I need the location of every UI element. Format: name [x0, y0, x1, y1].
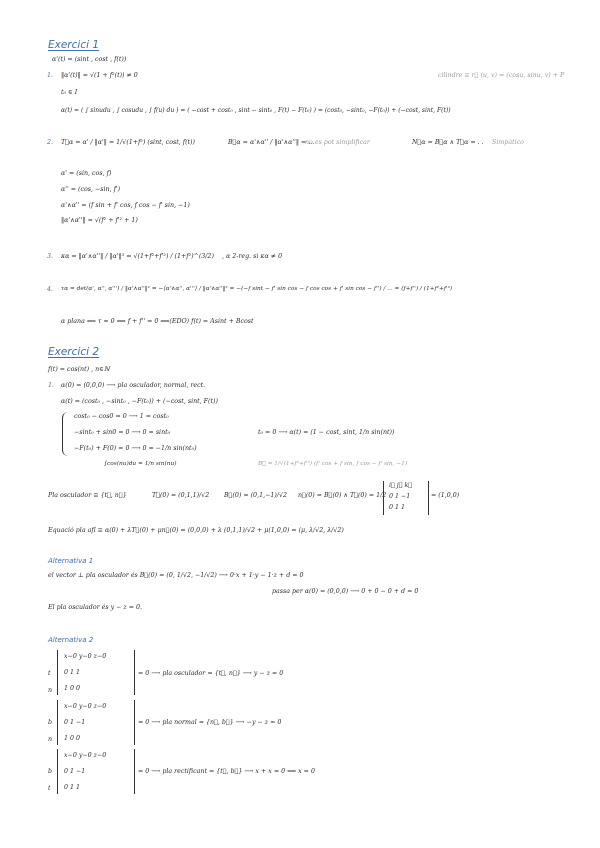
row-tag: b [48, 719, 53, 726]
t0-line: t₀ ∈ I [61, 89, 78, 96]
cross-product-line: α'∧α'' = (f sin + f' cos, f cos − f' sin, −1) [61, 202, 190, 209]
norm-line: ‖α'(t)‖ = √(1 + f²(t)) ≠ 0 [61, 72, 138, 79]
det-row-1: x−0 y−0 z−0 [64, 653, 107, 660]
rectifying-determinant [57, 749, 135, 794]
alt1-line-2: passa per α(0) = (0,0,0) ⟶ 0 + 0 − 0 + d = 0 [272, 588, 419, 595]
row-tag: n [48, 687, 53, 694]
cross-determinant [383, 481, 429, 515]
row-tag: t [48, 670, 51, 677]
det-row-3: 1 0 0 [64, 735, 81, 742]
det-row-2: 0 1 1 [64, 669, 81, 676]
item-number: 2. [47, 139, 54, 146]
alt1-line-1: el vector ⊥ pla osculador és B⃗(0) = (0, 1/√2, −1/√2) ⟶ 0·x + 1·y − 1·z + d = 0 [48, 572, 304, 579]
row-tag: b [48, 768, 53, 775]
tangent-at-zero: T⃗(0) = (0,1,1)/√2 [152, 492, 210, 499]
normal-result: = (1,0,0) [431, 492, 460, 499]
gray-note-simplify: no es pot simplificar [305, 139, 370, 146]
given-function: f(t) = cos(nt) , n∈ℕ [48, 366, 110, 373]
binormal-at-zero: B⃗(0) = (0,1,−1)/√2 [224, 492, 287, 499]
binormal-gray-note: B⃗ = 1/√(1+f²+f'²) (f' cos + f sin, f cos − f' sin, −1) [258, 461, 408, 467]
alternative-2-title: Alternativa 2 [48, 636, 94, 644]
alpha-zero-line: α(0) = (0,0,0) ⟶ pla osculador, normal, rect. [61, 382, 206, 389]
exercise-2-title: Exercici 2 [48, 346, 100, 358]
alpha-prime-line: α'(t) = (sint , cost , f(t)) [52, 56, 127, 63]
torsion-formula: τα = det(α', α'', α''') / ‖α'∧α''‖² = −⟨α'∧α'', α'''⟩ / ‖α'∧α''‖² = −(−f sint − f' sin cos − f cos cos + f' sin cos − f'') / ... = (f+f'') / (1+f²+f'²) [61, 286, 453, 292]
det-row-3: 1 0 0 [64, 685, 81, 692]
system-brace [62, 412, 69, 456]
osculating-result: = 0 ⟶ pla osculador = {t⃗, n⃗} ⟶ y − z = 0 [138, 670, 284, 677]
alternative-1-title: Alternativa 1 [48, 557, 94, 565]
item-number: 4. [47, 286, 54, 293]
gray-note-cylinder: cilindre ≡ r⃗ (u, v) = (cosu, sinu, v) + P [438, 72, 565, 79]
system-eq-2: −sint₀ + sin0 = 0 ⟶ 0 = sint₀ [74, 429, 171, 436]
curvature-formula: κα = ‖α'∧α''‖ / ‖α'‖³ = √(1+f²+f'²) / (1+f²)^(3/2) [61, 253, 214, 260]
normal-determinant [57, 700, 135, 745]
alpha-integral-line: α(t) = ( ∫ sinudu , ∫ cosudu , ∫ f(u) du ) = ( −cost + cost₀ , sint − sint₀ , F(t) − F(t₀) ) = (cost₀, −sint₀, −F(t₀)) + (−cost, sint, F(t)) [61, 107, 451, 114]
det-row-3: 0 1 1 [64, 784, 81, 791]
row-tag: n [48, 736, 53, 743]
det-row-2: 0 1 −1 [64, 719, 86, 726]
det-row-1: x−0 y−0 z−0 [64, 752, 107, 759]
system-integral-note: ∫cos(nu)du = 1/n sin(nu) [104, 461, 177, 467]
system-result: t₀ = 0 ⟶ α(t) = (1 − cost, sint, 1/n sin(nt)) [258, 429, 395, 436]
gray-note-simpatico: Simpàtico [492, 139, 524, 146]
curvature-note: , α 2-reg. si κα ≠ 0 [222, 253, 283, 260]
normal-at-zero: n⃗(0) = B⃗(0) ∧ T⃗(0) = 1/2 [298, 492, 387, 499]
plane-condition: α plana ⟺ τ = 0 ⟺ f + f'' = 0 ⟹(EDO) f(t) = Asint + Bcost [61, 318, 254, 325]
rectifying-result: = 0 ⟶ pla rectificant = {t⃗, b⃗} ⟶ x + x = 0 ⟹ x = 0 [138, 768, 315, 775]
item-number: 3. [47, 253, 54, 260]
det-row-1: x−0 y−0 z−0 [64, 703, 107, 710]
binormal-def: B⃗α = α'∧α'' / ‖α'∧α''‖ = ... [228, 139, 315, 146]
alpha-t-line: α(t) = (cost₀ , −sint₀ , −F(t₀)) + (−cost, sint, F(t)) [61, 398, 218, 405]
exercise-1-title: Exercici 1 [48, 39, 100, 51]
affine-plane-equation: Equació pla afí ≡ α(0) + λT⃗(0) + μn⃗(0) = (0,0,0) + λ (0,1,1)/√2 + μ(1,0,0) = (μ, λ/√2, λ/√2) [48, 527, 344, 534]
det-row-3: 0 1 1 [389, 504, 406, 511]
item-number: 1. [48, 382, 55, 389]
system-eq-3: −F(t₀) + F(0) = 0 ⟶ 0 = −1/n sin(nt₀) [74, 445, 197, 452]
alt1-line-3: El pla osculador és y − z = 0. [48, 604, 143, 611]
osculating-plane-label: Pla osculador ≡ {t⃗, n⃗} [48, 492, 127, 499]
normal-def: N⃗α = B⃗α ∧ T⃗α = . . [412, 139, 484, 146]
det-row-2: 0 1 −1 [64, 768, 86, 775]
alpha-second-derivative: α'' = (cos, −sin, f') [61, 186, 121, 193]
normal-plane-result: = 0 ⟶ pla normal = {n⃗, b⃗} ⟶ −y − z = 0 [138, 719, 282, 726]
det-row-2: 0 1 −1 [389, 493, 411, 500]
system-eq-1: cost₀ − cos0 = 0 ⟶ 1 = cost₀ [74, 413, 169, 420]
alpha-first-derivative: α' = (sin, cos, f) [61, 170, 112, 177]
row-tag: t [48, 785, 51, 792]
cross-norm-line: ‖α'∧α''‖ = √(f² + f'² + 1) [61, 217, 138, 224]
det-row-1: i⃗ j⃗ k⃗ [389, 482, 413, 489]
tangent-def: T⃗α = α' / ‖α'‖ = 1/√(1+f²) (sint, cost, f(t)) [61, 139, 195, 146]
osculating-determinant [57, 650, 135, 695]
item-number: 1. [47, 72, 54, 79]
